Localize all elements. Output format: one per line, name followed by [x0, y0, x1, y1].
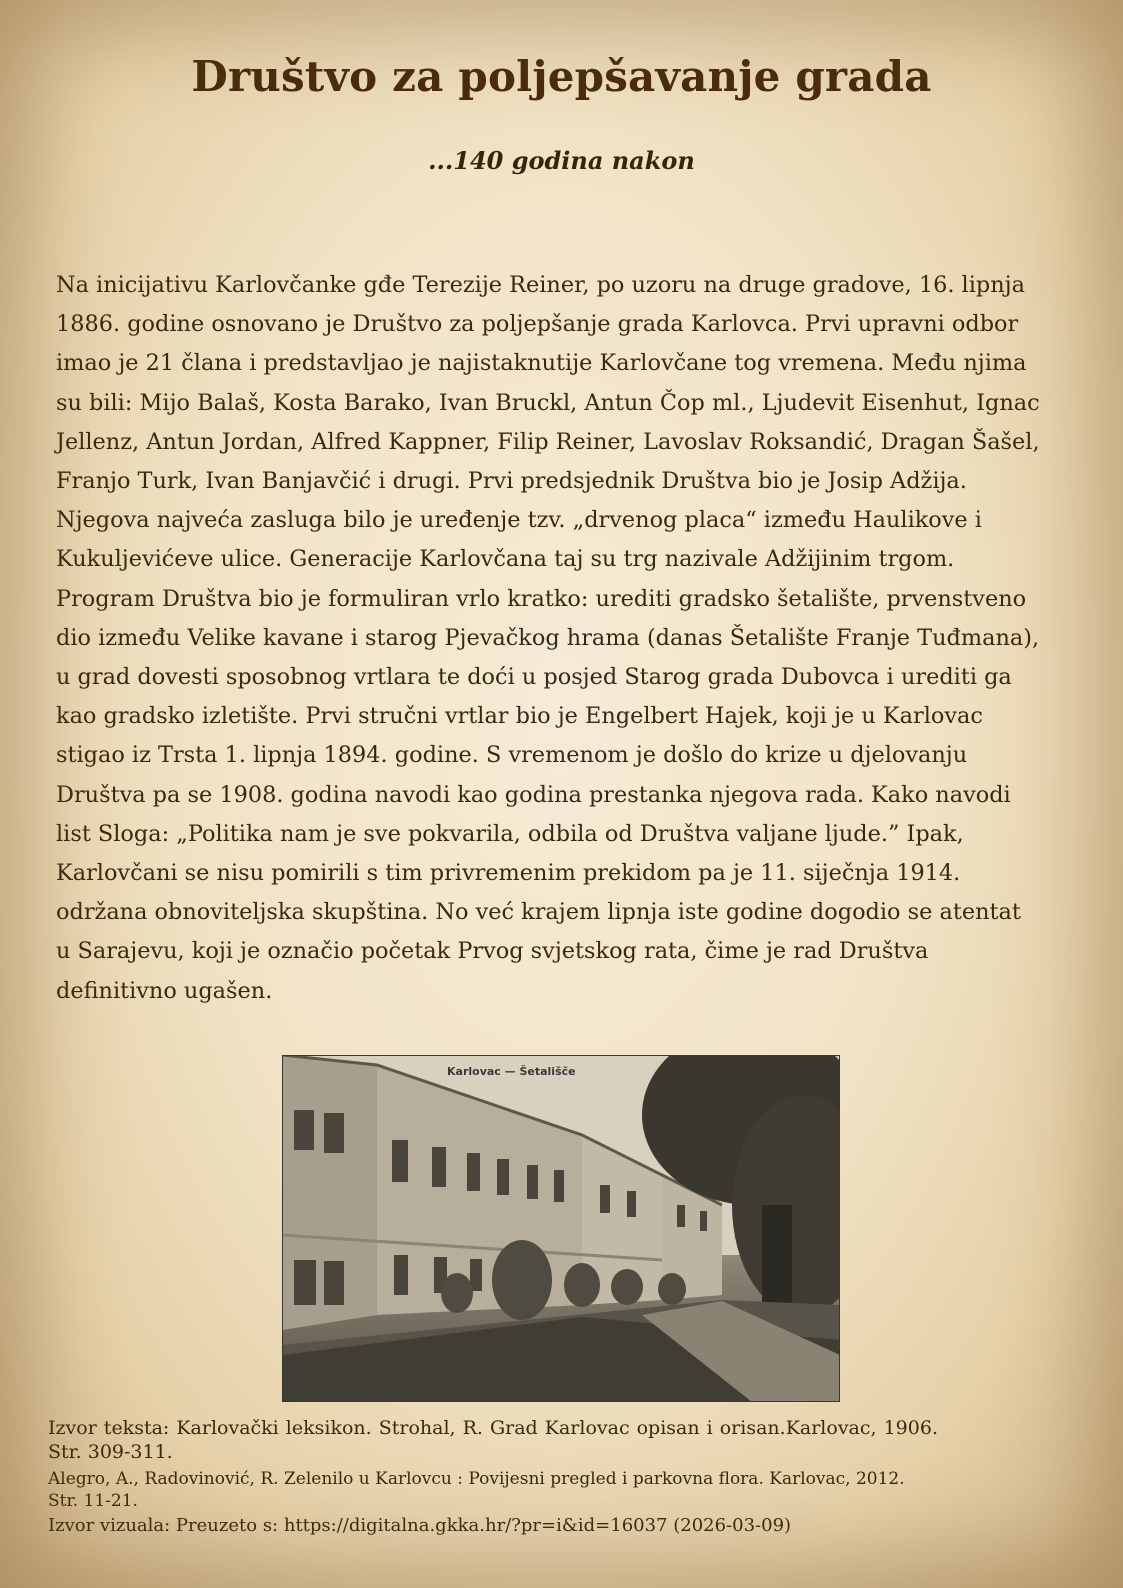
visual-source: Izvor vizuala: Preuzeto s: https://digitalna.gkka.hr/?pr=i&id=16037 (2026-03-09) — [48, 1515, 792, 1536]
photo-caption: Karlovac — Šetališče — [447, 1065, 576, 1078]
historic-postcard-photo — [282, 1055, 840, 1402]
second-source: Alegro, A., Radovinović, R. Zelenilo u Karlovcu : Povijesni pregled i parkovna flora. Karlovac, 2012. Str. 11-21. — [48, 1469, 905, 1511]
sources-block — [48, 1416, 938, 1538]
page-title: Društvo za poljepšavanje grada — [191, 52, 932, 101]
text-source: Izvor teksta: Karlovački leksikon. Strohal, R. Grad Karlovac opisan i orisan.Karlovac, 1906. Str. 309-311. — [48, 1417, 938, 1463]
body-paragraph: Na inicijativu Karlovčanke gđe Terezije Reiner, po uzoru na druge gradove, 16. lipnja 1886. godine osnovano je Društvo za poljepšanje grada Karlovca. Prvi upravni odbor imao je 21 člana i predstavljao je najistaknutije Karlovčane tog vremena. Među njima su bili: Mijo Balaš, Kosta Barako, Ivan Bruckl, Antun Čop ml., Ljudevit Eisenhut, Ignac Jellenz, Antun Jordan, Alfred Kappner, Filip Reiner, Lavoslav Roksandić, Dragan Šašel, Franjo Turk, Ivan Banjavčić i drugi. Prvi predsjednik Društva bio je Josip Adžija. Njegova najveća zasluga bilo je uređenje tzv. „drvenog placa“ između Haulikove i Kukuljevićeve ulice. Generacije Karlovčana taj su trg nazivale Adžijinim trgom. Program Društva bio je formuliran vrlo kratko: urediti gradsko šetalište, prvenstveno dio između Velike kavane i starog Pjevačkog hrama (danas Šetalište Franje Tuđmana), u grad dovesti sposobnog vrtlara te doći u posjed Starog grada Dubovca i urediti ga kao gradsko izletište. Prvi stručni vrtlar bio je Engelbert Hajek, koji je u Karlovac stigao iz Trsta 1. lipnja 1894. godine. S vremenom je došlo do krize u djelovanju Društva pa se 1908. godina navodi kao godina prestanka njegova rada. Kako navodi list Sloga: „Politika nam je sve pokvarila, odbila od Društva valjane ljude.” Ipak, Karlovčani se nisu pomirili s tim privremenim prekidom pa je 11. siječnja 1914. održana obnoviteljska skupština. No već krajem lipnja iste godine dogodio se atentat u Sarajevu, koji je označio početak Prvog svjetskog rata, čime je rad Društva definitivno ugašen. — [56, 272, 1040, 1004]
promenade-illustration — [282, 1055, 840, 1402]
page-subtitle: ...140 godina nakon — [428, 146, 695, 175]
